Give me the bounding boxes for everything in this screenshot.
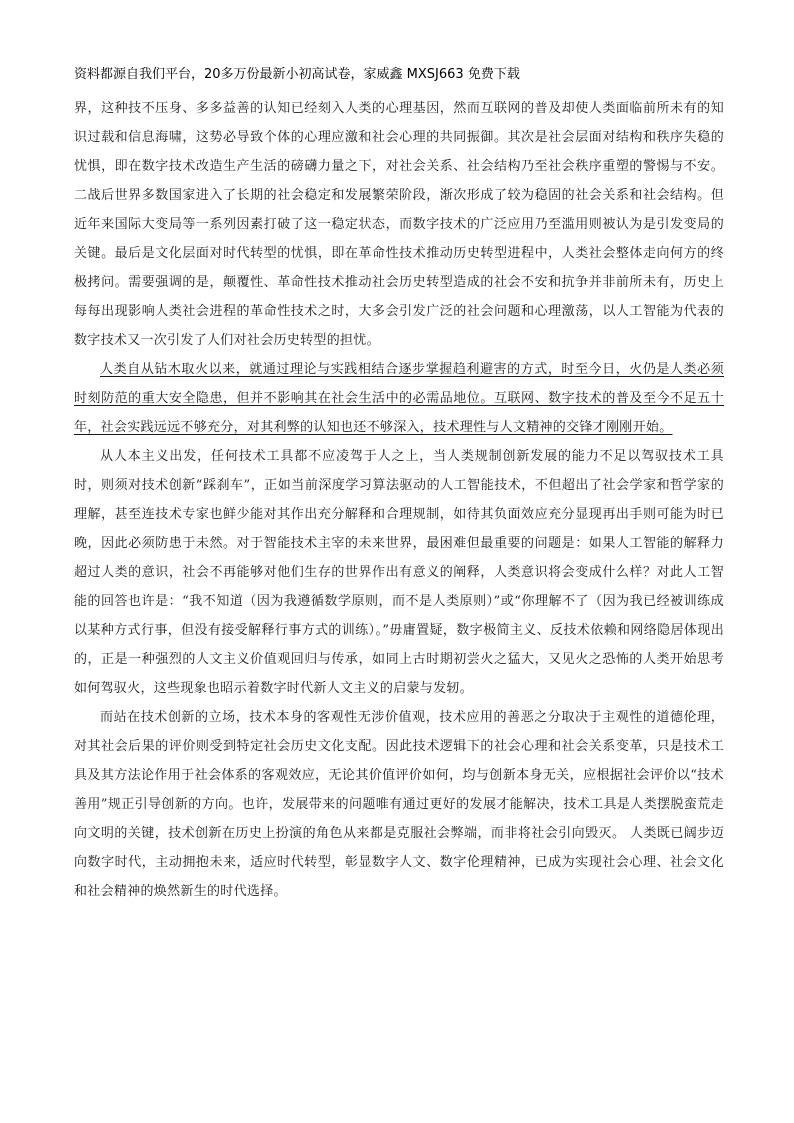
article-body (74, 94, 724, 906)
paragraph-2-underlined (74, 355, 724, 442)
paragraph-3: 从人本主义出发，任何技术工具都不应凌驾于人之上，当人类规制创新发展的能力不足以驾驭技术工具时，则须对技术创新“踩刹车”，正如当前深度学习算法驱动的人工智能技术，不但超出了社会学家和哲学家的理解，甚至连技术专家也鲜少能对其作出充分解释和合理规制，如待其负面效应充分显现再出手则可能为时已晚，因此必须防患于未然。对于智能技术主宰的未来世界，最困难但最重要的问题是：如果人工智能的解释力超过人类的意识，社会不再能够对他们生存的世界作出有意义的阐释，人类意识将会变成什么样？对此人工智能的回答也许是：“我不知道（因为我遵循数学原则，而不是人类原则）”或“你理解不了（因为我已经被训练成以某种方式行事，但没有接受解释行事方式的训练）。”毋庸置疑，数字极简主义、反技术依赖和网络隐居体现出的，正是一种强烈的人文主义价值观回归与传承，如同上古时期初尝火之猛大，又见火之恐怖的人类开始思考如何驾驭火，这些现象也昭示着数字时代新人文主义的启蒙与发轫。 (74, 449, 724, 696)
paragraph-4: 而站在技术创新的立场，技术本身的客观性无涉价值观，技术应用的善恶之分取决于主观性的道德伦理，对其社会后果的评价则受到特定社会历史文化支配。因此技术逻辑下的社会心理和社会关系变革，只是技术工具及其方法论作用于社会体系的客观效应，无论其价值评价如何，均与创新本身无关，应根据社会评价以“技术善用”规正引导创新的方向。也许，发展带来的问题唯有通过更好的发展才能解决，技术工具是人类摆脱蛮荒走向文明的关键，技术创新在历史上扮演的角色从来都是克服社会弊端，而非将社会引向毁灭。 人类既已阔步迈向数字时代，主动拥抱未来，适应时代转型，彰显数字人文、数字伦理精神，已成为实现社会心理、社会文化和社会精神的焕然新生的时代选择。 (74, 710, 724, 899)
underlined-passage: 人类自从钻木取火以来，就通过理论与实践相结合逐步掌握趋利避害的方式，时至今日，火仍是人类必须时刻防范的重大安全隐患，但并不影响其在社会生活中的必需品地位。互联网、数字技术的普及至今不足五十年，社会实践远远不够充分，对其利弊的认知也还不够深入，技术理性与人文精神的交锋才刚刚开始。 (74, 362, 724, 435)
page-header-banner: 资料都源自我们平台，20多万份最新小初高试卷，家威鑫 MXSJ663 免费下载 (74, 67, 520, 82)
paragraph-1: 界，这种技不压身、多多益善的认知已经刻入人类的心理基因，然而互联网的普及却使人类面临前所未有的知识过载和信息海啸，这势必导致个体的心理应激和社会心理的共同振御。其次是社会层面对结构和秩序失稳的忧惧，即在数字技术改造生产生活的磅礴力量之下，对社会关系、社会结构乃至社会秩序重塑的警惕与不安。二战后世界多数国家进入了长期的社会稳定和发展繁荣阶段，渐次形成了较为稳固的社会关系和社会结构。但近年来国际大变局等一系列因素打破了这一稳定状态，而数字技术的广泛应用乃至滥用则被认为是引发变局的关键。最后是文化层面对时代转型的忧惧，即在革命性技术推动历史转型进程中，人类社会整体走向何方的终极拷问。需要强调的是，颠覆性、革命性技术推动社会历史转型造成的社会不安和抗争并非前所未有，历史上每每出现影响人类社会进程的革命性技术之时，大多会引发广泛的社会问题和心理激荡，以人工智能为代表的数字技术又一次引发了人们对社会历史转型的担忧。 (74, 101, 724, 348)
